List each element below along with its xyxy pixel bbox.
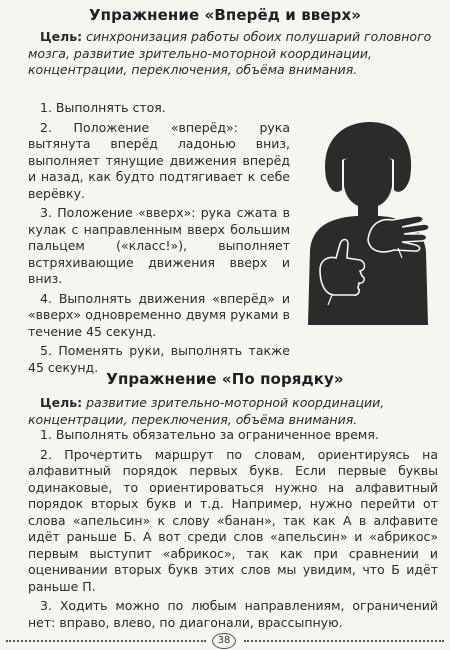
exercise2-step: 3. Ходить можно по любым направлениям, ограничений нет: вправо, влево, по диагонали, врассыпную. [28, 598, 438, 630]
exercise1-step: 5. Поменять руки, выполнять также 45 секунд. [28, 343, 290, 375]
person-silhouette-illustration [298, 120, 433, 325]
exercise2-goal-label: Цель: [40, 395, 83, 410]
exercise1-steps [28, 100, 290, 379]
exercise2-title: Упражнение «По порядку» [106, 370, 344, 388]
page-number: 38 [217, 635, 231, 646]
exercise1-step: 3. Положение «вверх»: рука сжата в кулак с направленным вверх большим пальцем («класс!»), выполняет встряхивающие движения вверх и вниз. [28, 205, 290, 286]
exercise2-goal-text: развитие зрительно-моторной координации, концентрации, переключения, объёма внимания. [28, 395, 385, 427]
footer-dotted-rule-right [244, 640, 444, 642]
exercise1-step: 4. Выполнять движения «вперёд» и «вверх» одновременно двумя руками в течение 45 секунд. [28, 290, 290, 339]
exercise1-goal-text: синхронизация работы обоих полушарий головного мозга, развитие зрительно-моторной координации, концентрации, переключения, объёма внимания. [28, 29, 432, 77]
exercise2-step: 1. Выполнять обязательно за ограниченное время. [40, 427, 379, 442]
exercise2-step: 2. Прочертить маршрут по словам, ориентируясь на алфавитный порядок первых букв. Если первые буквы одинаковые, то ориентироваться нужно на алфавитный порядок вторых букв и т.д. Например, нужно перейти от слова «апельсин» к слову «банан», так как А в алфавите идёт раньше Б. А вот среди слов «апельсин» и «абрикос» первым выступит «абрикос», так как при сравнении и оценивании вторых букв этих слов мы увидим, что Б идёт раньше П. [28, 446, 438, 594]
exercise1-step: 2. Положение «вперёд»: рука вытянута вперёд ладонью вниз, выполняет тянущие движения вперёд и назад, как будто подтягивает к себе верёвку. [28, 119, 290, 201]
page-footer [0, 632, 450, 650]
exercise1-title: Упражнение «Вперёд и вверх» [88, 6, 362, 24]
exercise1-goal [28, 29, 438, 79]
exercise1-goal-label: Цель: [40, 29, 83, 44]
exercise1-step: 1. Выполнять стоя. [40, 100, 166, 115]
footer-dotted-rule-left [6, 640, 206, 642]
exercise2-goal [28, 395, 438, 428]
exercise2-steps [28, 427, 438, 634]
